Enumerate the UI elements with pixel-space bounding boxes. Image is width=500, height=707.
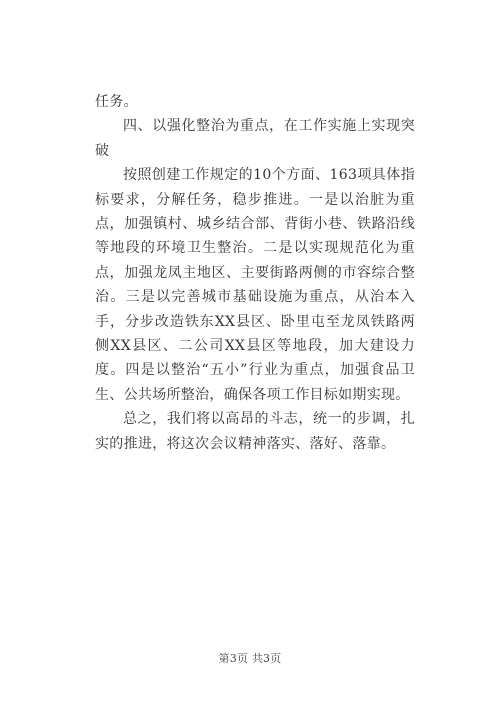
paragraph-conclusion: 总之，我们将以高昂的斗志，统一的步调，扎实的推进，将这次会议精神落实、落好、落靠。 <box>95 411 415 452</box>
page-number-footer: 第3页 共3页 <box>218 652 282 665</box>
paragraph-continuation: 任务。 <box>95 94 138 110</box>
paragraph-tasks: 按照创建工作规定的10个方面、163项具体指标要求，分解任务，稳步推进。一是以治脏为重点，加强镇村、城乡结合部、背街小巷、铁路沿线等地段的环境卫生整治。二是以实现规范化为重点，加强龙凤主地区、主要街路两侧的市容综合整治。三是以完善城市基础设施为重点，从治本入手，分步改造铁东XX县区、卧里屯至龙凤铁路两侧XX县区、二公司XX县区等地段，加大建设力度。四是以整治“五小”行业为重点，加强食品卫生、公共场所整治，确保各项工作目标如期实现。 <box>95 167 415 403</box>
section-heading: 四、以强化整治为重点，在工作实施上实现突破 <box>95 118 415 159</box>
document-body <box>95 90 415 456</box>
